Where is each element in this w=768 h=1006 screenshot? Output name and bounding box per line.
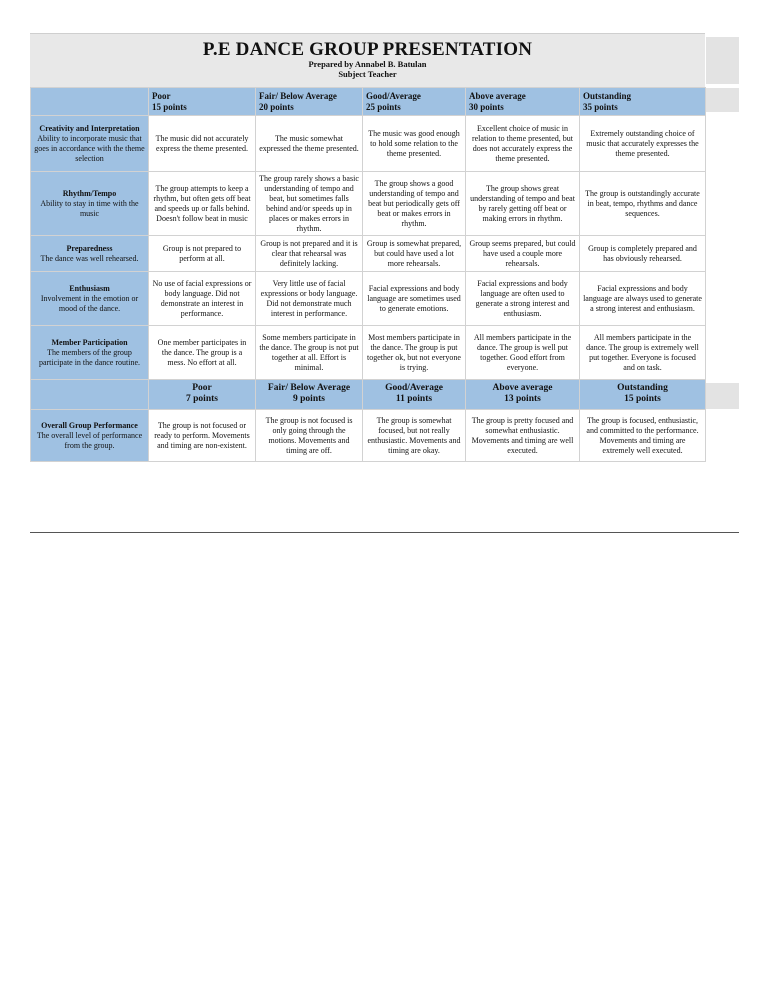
descriptor-cell: All members participate in the dance. The group is extremely well put together. Everyone is focused and on task.: [580, 326, 706, 380]
criterion-name: Rhythm/Tempo: [62, 188, 117, 198]
descriptor-cell: No use of facial expressions or body language. Did not demonstrate an interest in performance.: [149, 272, 256, 326]
criterion-cell: [31, 326, 149, 380]
criterion-name: Preparedness: [66, 243, 113, 253]
rubric-row: [31, 236, 706, 272]
level-header: Above average 30 points: [466, 88, 580, 116]
descriptor-cell: Some members participate in the dance. The group is not put together at all. Effort is minimal.: [256, 326, 363, 380]
descriptor-cell: All members participate in the dance. The group is well put together. Good effort from everyone.: [466, 326, 580, 380]
descriptor-cell: The group attempts to keep a rhythm, but often gets off beat and speeds up or falls behind. Doesn't follow beat in music: [149, 172, 256, 236]
level-header: Outstanding 35 points: [580, 88, 706, 116]
descriptor-cell: Facial expressions and body language are always used to generate a strong interest and enthusiasm.: [580, 272, 706, 326]
criterion-description: The overall level of performance from the group.: [36, 430, 143, 450]
descriptor-cell: The music somewhat expressed the theme presented.: [256, 116, 363, 172]
rubric-table: [30, 87, 706, 462]
descriptor-cell: The group is pretty focused and somewhat enthusiastic. Movements and timing are well executed.: [466, 410, 580, 462]
level-header: Poor 7 points: [149, 380, 256, 410]
side-strip-title: [706, 37, 739, 84]
descriptor-cell: Facial expressions and body language are often used to generate a strong interest and enthusiasm.: [466, 272, 580, 326]
side-strip-header: [706, 88, 739, 112]
descriptor-cell: The group shows a good understanding of tempo and beat but periodically gets off beat or makes errors in rhythm.: [363, 172, 466, 236]
descriptor-cell: The music did not accurately express the theme presented.: [149, 116, 256, 172]
descriptor-cell: Most members participate in the dance. The group is put together ok, but not everyone is trying.: [363, 326, 466, 380]
rubric2-header-row: [31, 380, 706, 410]
criterion-description: Involvement in the emotion or mood of the dance.: [40, 293, 139, 313]
criterion-description: The dance was well rehearsed.: [40, 253, 139, 263]
descriptor-cell: Group is completely prepared and has obviously rehearsed.: [580, 236, 706, 272]
level-header: Good/Average 25 points: [363, 88, 466, 116]
descriptor-cell: Extremely outstanding choice of music that accurately expresses the theme presented.: [580, 116, 706, 172]
descriptor-cell: Group is somewhat prepared, but could have used a lot more rehearsals.: [363, 236, 466, 272]
criterion-cell: [31, 116, 149, 172]
descriptor-cell: Very little use of facial expressions or body language. Did not demonstrate much interest in performance.: [256, 272, 363, 326]
rubric1-header-row: [31, 88, 706, 116]
descriptor-cell: The group is not focused is only going through the motions. Movements and timing are off.: [256, 410, 363, 462]
side-strip-header2: [706, 383, 739, 409]
criterion-cell: [31, 172, 149, 236]
criterion-cell: [31, 272, 149, 326]
rubric-row: [31, 410, 706, 462]
criterion-name: Enthusiasm: [69, 283, 110, 293]
descriptor-cell: Facial expressions and body language are sometimes used to generate emotions.: [363, 272, 466, 326]
header-corner: [31, 88, 149, 116]
rubric-row: [31, 172, 706, 236]
descriptor-cell: One member participates in the dance. The group is a mess. No effort at all.: [149, 326, 256, 380]
criterion-description: Ability to incorporate music that goes in accordance with the theme selection: [34, 133, 145, 163]
criterion-cell: [31, 410, 149, 462]
page-divider: [30, 532, 739, 533]
rubric-row: [31, 272, 706, 326]
rubric-row: [31, 116, 706, 172]
level-header: Outstanding 15 points: [580, 380, 706, 410]
rubric-sheet: [30, 33, 705, 462]
criterion-description: Ability to stay in time with the music: [40, 198, 139, 218]
header-corner: [31, 380, 149, 410]
level-header: Fair/ Below Average 20 points: [256, 88, 363, 116]
descriptor-cell: The group is somewhat focused, but not really enthusiastic. Movements and timing are okay.: [363, 410, 466, 462]
level-header: Good/Average 11 points: [363, 380, 466, 410]
level-header: Poor 15 points: [149, 88, 256, 116]
author-role: Subject Teacher: [338, 69, 397, 79]
rubric-row: [31, 326, 706, 380]
criterion-description: The members of the group participate in the dance routine.: [38, 347, 141, 367]
descriptor-cell: The group rarely shows a basic understanding of tempo and beat, but sometimes falls behind and/or speeds up in places or makes errors in rhythm.: [256, 172, 363, 236]
criterion-name: Member Participation: [51, 337, 128, 347]
criterion-cell: [31, 236, 149, 272]
descriptor-cell: The group shows great understanding of tempo and beat by rarely getting off beat or making errors in rhythm.: [466, 172, 580, 236]
descriptor-cell: Group is not prepared and it is clear that rehearsal was definitely lacking.: [256, 236, 363, 272]
prepared-by: Prepared by Annabel B. Batulan: [308, 59, 427, 69]
descriptor-cell: Excellent choice of music in relation to theme presented, but does not accurately express the theme presented.: [466, 116, 580, 172]
criterion-name: Overall Group Performance: [41, 420, 138, 430]
descriptor-cell: The group is focused, enthusiastic, and committed to the performance. Movements and timing are extremely well executed.: [580, 410, 706, 462]
descriptor-cell: The music was good enough to hold some relation to the theme presented.: [363, 116, 466, 172]
level-header: Above average 13 points: [466, 380, 580, 410]
descriptor-cell: The group is outstandingly accurate in beat, tempo, rhythms and dance sequences.: [580, 172, 706, 236]
document-title: P.E DANCE GROUP PRESENTATION: [202, 39, 533, 60]
descriptor-cell: Group is not prepared to perform at all.: [149, 236, 256, 272]
level-header: Fair/ Below Average 9 points: [256, 380, 363, 410]
title-block: [30, 33, 705, 87]
descriptor-cell: The group is not focused or ready to perform. Movements and timing are non-existent.: [149, 410, 256, 462]
criterion-name: Creativity and Interpretation: [39, 123, 140, 133]
descriptor-cell: Group seems prepared, but could have used a couple more rehearsals.: [466, 236, 580, 272]
